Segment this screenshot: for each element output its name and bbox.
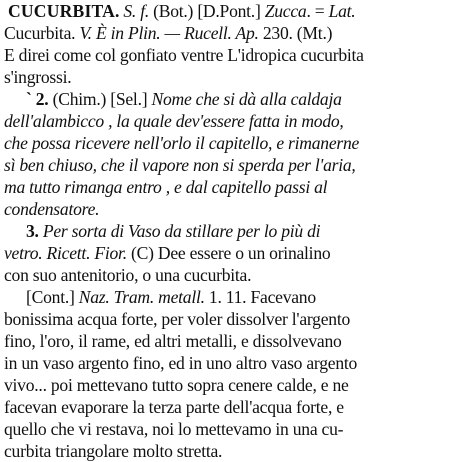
text-line [0,154,472,176]
text-line-content [26,220,320,242]
text-line-content [4,330,342,352]
text-run: Nome che si dà alla caldaja [151,89,342,109]
text-line-content [4,352,357,374]
text-run: s'ingrossi. [4,67,72,87]
text-line [0,22,472,44]
text-run: Zucca [264,1,307,21]
text-line [0,0,472,22]
text-line-content [26,286,316,308]
text-line-content [4,440,222,462]
text-run: E direi come col gonfiato ventre L'idropica cucurbita [4,45,364,65]
text-line [0,110,472,132]
text-line-content [4,418,343,440]
text-line [0,418,472,440]
text-line-content [4,44,364,66]
text-line-content [8,0,355,22]
text-line [0,176,472,198]
text-run: Naz. Tram. metall. [78,287,205,307]
text-line [0,330,472,352]
text-line-content [4,66,71,88]
text-line-content [4,396,344,418]
text-run: dell'alambicco , la quale dev'essere fatta in modo, [4,111,344,131]
text-run: ` 2. [26,89,53,109]
text-line-content [4,22,332,44]
text-line [0,132,472,154]
text-run: [Cont.] [26,287,79,307]
text-line-content [4,176,327,198]
text-run: CUCURBITA [8,1,116,21]
text-line-content [4,374,349,396]
text-line [0,308,472,330]
text-run: (Bot.) [D.Pont.] [148,1,265,21]
text-run: (Chim.) [Sel.] [52,89,152,109]
text-line [0,242,472,264]
text-line-content [4,264,251,286]
text-run: 3. [26,221,43,241]
text-line-content [4,110,344,132]
text-run: in un vaso argento fino, ed in uno altro vaso argento [4,353,358,373]
text-run: . [115,1,124,21]
text-line [0,88,472,110]
text-run: V. È in Plin. — Rucell. Ap. [79,23,259,43]
text-run: fino, l'oro, il rame, ed altri metalli, e dissolvevano [4,331,342,351]
text-line [0,374,472,396]
text-run: condensatore. [4,199,100,219]
text-line-content [4,242,330,264]
text-line [0,66,472,88]
text-line-content [26,88,342,110]
text-line [0,440,472,462]
text-run: bonissima acqua forte, per voler dissolver l'argento [4,309,351,329]
text-run: Lat. [328,1,356,21]
text-run: S. f. [123,1,149,21]
text-run: 230. (Mt.) [258,23,333,43]
text-line [0,264,472,286]
text-line [0,220,472,242]
text-line-content [4,308,350,330]
text-run: Cucurbita. [4,23,80,43]
text-run: facevan evaporare la terza parte dell'acqua forte, e [4,397,344,417]
text-run: (C) Dee essere o un orinalino [126,243,331,263]
text-run: vetro. Ricett. Fior. [4,243,127,263]
text-line [0,44,472,66]
text-line-content [4,132,359,154]
text-run: . = [306,1,329,21]
text-run: 1. 11. Facevano [204,287,316,307]
text-run: quello che vi restava, noi lo mettevamo in una cu- [4,419,344,439]
text-line-content [4,154,356,176]
text-run: con suo antenitorio, o una cucurbita. [4,265,252,285]
text-run: ma tutto rimanga entro , e dal capitello passi al [4,177,328,197]
text-run: Per sorta di Vaso da stillare per lo più di [42,221,321,241]
text-line-content [4,198,99,220]
text-line [0,352,472,374]
text-line [0,198,472,220]
text-line [0,396,472,418]
text-run: sì ben chiuso, che il vapore non si sperda per l'aria, [4,155,356,175]
text-line [0,286,472,308]
text-run: vivo... poi mettevano tutto sopra cenere calde, e ne [4,375,349,395]
text-run: che possa ricevere nell'orlo il capitello, e rimanerne [4,133,360,153]
text-run: curbita triangolare molto stretta. [4,441,223,461]
